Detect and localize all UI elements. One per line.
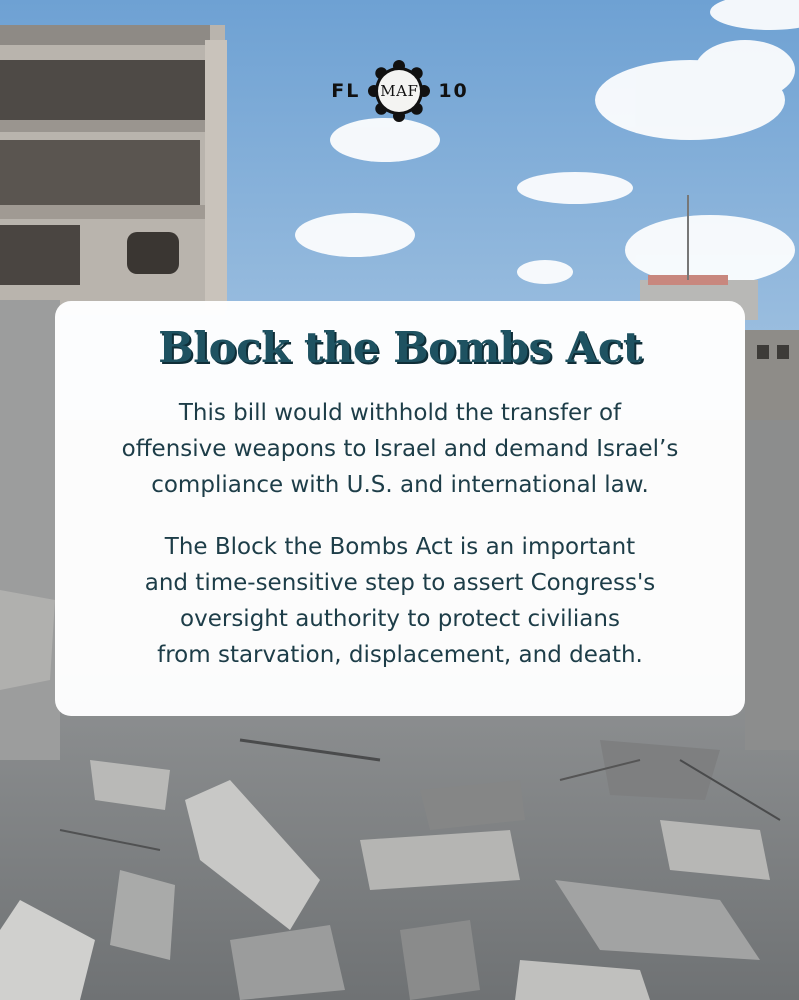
paragraph-line: and time-sensitive step to assert Congress's [144, 570, 656, 596]
paragraph-line: oversight authority to protect civilians [180, 606, 620, 632]
headline: Block the Bombs Act [158, 323, 642, 372]
paragraph-importance [55, 529, 745, 673]
logo-left-text: FL [331, 80, 361, 102]
paragraph-line: The Block the Bombs Act is an important [164, 534, 636, 560]
logo-right-text: 10 [438, 80, 469, 102]
paragraph-summary [55, 395, 745, 503]
ruined-building [0, 25, 227, 315]
scalloped-seal-icon [366, 58, 432, 124]
paragraph-line: from starvation, displacement, and death. [157, 642, 643, 668]
paragraph-line: compliance with U.S. and international law. [151, 472, 649, 498]
logo [330, 58, 470, 124]
paragraph-line: This bill would withhold the transfer of [178, 400, 622, 426]
content-card [55, 301, 745, 716]
logo-center-text: MAF [380, 82, 419, 100]
paragraph-line: offensive weapons to Israel and demand Israel’s [121, 436, 679, 462]
